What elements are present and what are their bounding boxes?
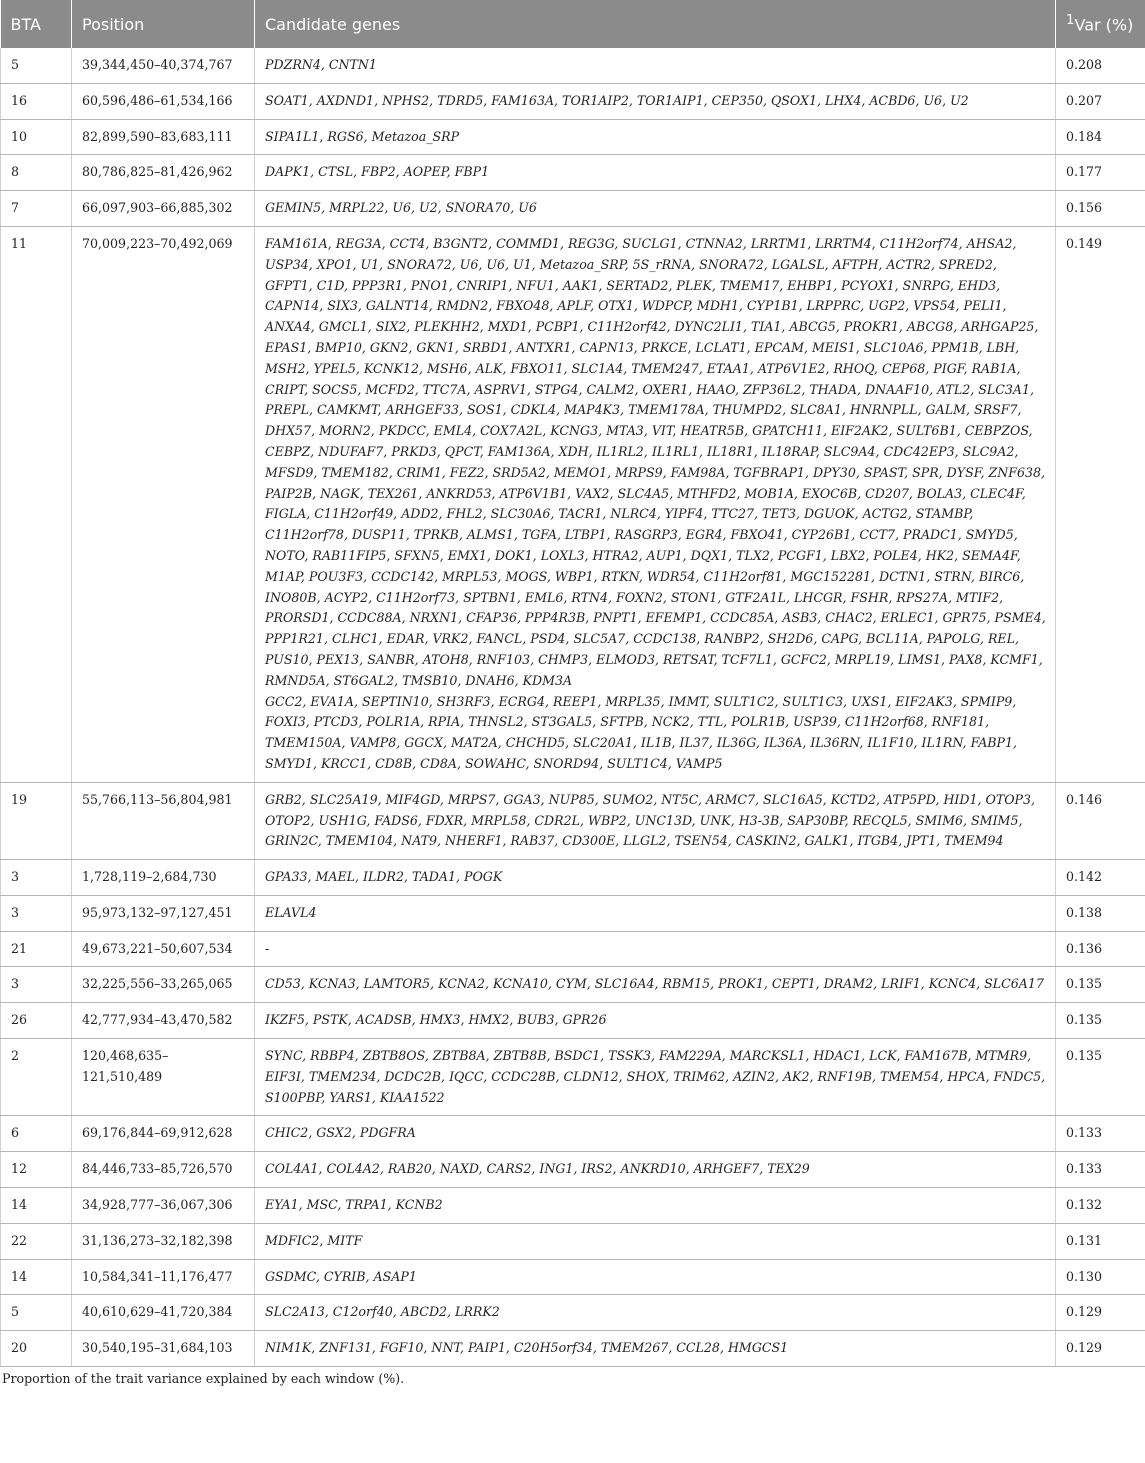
bta-cell bbox=[1, 1188, 72, 1224]
genes-cell bbox=[255, 1003, 1056, 1039]
table-row bbox=[1, 1259, 1145, 1295]
table-row bbox=[1, 83, 1145, 119]
genes-cell bbox=[255, 119, 1056, 155]
var-cell-text: 0.207 bbox=[1066, 92, 1103, 108]
position-cell-text: 95,973,132–97,127,451 bbox=[82, 904, 233, 920]
position-cell-text: 70,009,223–70,492,069 bbox=[82, 235, 233, 251]
table-row bbox=[1, 1116, 1145, 1152]
genes-cell-text: GPA33, MAEL, ILDR2, TADA1, POGK bbox=[265, 869, 503, 885]
var-cell-text: 0.142 bbox=[1066, 869, 1103, 885]
genes-cell-text: EYA1, MSC, TRPA1, KCNB2 bbox=[265, 1197, 443, 1213]
genes-cell-text: - bbox=[265, 940, 270, 956]
table-row bbox=[1, 119, 1145, 155]
bta-cell bbox=[1, 1259, 72, 1295]
var-cell-text: 0.129 bbox=[1066, 1304, 1103, 1320]
genes-cell-text: SIPA1L1, RGS6, Metazoa_SRP bbox=[265, 128, 460, 144]
position-cell bbox=[72, 1152, 255, 1188]
genes-cell bbox=[255, 895, 1056, 931]
position-cell bbox=[72, 1259, 255, 1295]
position-cell-text: 10,584,341–11,176,477 bbox=[82, 1268, 233, 1284]
var-cell bbox=[1056, 155, 1145, 191]
var-cell-text: 0.149 bbox=[1066, 235, 1103, 251]
bta-cell-text: 5 bbox=[11, 57, 20, 72]
position-cell-text: 80,786,825–81,426,962 bbox=[82, 164, 233, 180]
position-cell bbox=[72, 1003, 255, 1039]
table-row bbox=[1, 860, 1145, 896]
var-cell bbox=[1056, 119, 1145, 155]
var-cell bbox=[1056, 1116, 1145, 1152]
table-row bbox=[1, 1223, 1145, 1259]
bta-cell bbox=[1, 1295, 72, 1331]
bta-cell-text: 12 bbox=[11, 1161, 28, 1177]
position-cell bbox=[72, 226, 255, 782]
header-var-label: Var (%) bbox=[1074, 15, 1134, 35]
header-bta: BTA bbox=[1, 0, 72, 48]
genes-cell bbox=[255, 1188, 1056, 1224]
bta-cell bbox=[1, 226, 72, 782]
position-cell-text: 39,344,450–40,374,767 bbox=[82, 57, 233, 72]
var-cell bbox=[1056, 895, 1145, 931]
table-row bbox=[1, 1152, 1145, 1188]
table-row bbox=[1, 1039, 1145, 1116]
bta-cell bbox=[1, 931, 72, 967]
position-cell bbox=[72, 1331, 255, 1367]
var-cell bbox=[1056, 1295, 1145, 1331]
header-var-superscript: 1 bbox=[1066, 13, 1075, 29]
genes-cell-text: CHIC2, GSX2, PDGFRA bbox=[265, 1125, 416, 1141]
var-cell-text: 0.135 bbox=[1066, 976, 1103, 992]
bta-cell-text: 3 bbox=[11, 976, 20, 992]
genes-cell bbox=[255, 1116, 1056, 1152]
position-cell-text: 34,928,777–36,067,306 bbox=[82, 1197, 233, 1213]
bta-cell-text: 3 bbox=[11, 869, 20, 885]
genes-cell-text: GSDMC, CYRIB, ASAP1 bbox=[265, 1268, 417, 1284]
position-cell-text: 42,777,934–43,470,582 bbox=[82, 1012, 233, 1028]
footnote: Proportion of the trait variance explained by each window (%). bbox=[2, 1371, 405, 1387]
var-cell-text: 0.129 bbox=[1066, 1340, 1103, 1356]
position-cell bbox=[72, 1188, 255, 1224]
bta-cell-text: 20 bbox=[11, 1340, 28, 1356]
var-cell bbox=[1056, 1259, 1145, 1295]
bta-cell-text: 2 bbox=[11, 1048, 20, 1064]
position-cell-text: 30,540,195–31,684,103 bbox=[82, 1340, 233, 1356]
position-cell bbox=[72, 1223, 255, 1259]
position-cell bbox=[72, 860, 255, 896]
bta-cell-text: 19 bbox=[11, 791, 28, 807]
table-row bbox=[1, 895, 1145, 931]
position-cell-text: 31,136,273–32,182,398 bbox=[82, 1232, 233, 1248]
genes-cell-text: COL4A1, COL4A2, RAB20, NAXD, CARS2, ING1, IRS2, ANKRD10, ARHGEF7, TEX29 bbox=[265, 1161, 810, 1177]
position-cell-text: 66,097,903–66,885,302 bbox=[82, 200, 233, 216]
var-cell bbox=[1056, 931, 1145, 967]
position-cell-text: 69,176,844–69,912,628 bbox=[82, 1125, 233, 1141]
position-cell-text: 49,673,221–50,607,534 bbox=[82, 940, 233, 956]
genes-cell bbox=[255, 83, 1056, 119]
bta-cell-text: 7 bbox=[11, 200, 20, 216]
var-cell bbox=[1056, 1152, 1145, 1188]
bta-cell bbox=[1, 83, 72, 119]
position-cell bbox=[72, 1116, 255, 1152]
genes-cell-text: SLC2A13, C12orf40, ABCD2, LRRK2 bbox=[265, 1304, 500, 1320]
var-cell bbox=[1056, 1188, 1145, 1224]
position-cell bbox=[72, 895, 255, 931]
var-cell bbox=[1056, 1003, 1145, 1039]
genes-cell bbox=[255, 191, 1056, 227]
bta-cell-text: 16 bbox=[11, 92, 28, 108]
position-cell bbox=[72, 967, 255, 1003]
bta-cell bbox=[1, 191, 72, 227]
genes-cell-continuation: GCC2, EVA1A, SEPTIN10, SH3RF3, ECRG4, REEP1, MRPL35, IMMT, SULT1C2, SULT1C3, UXS1, EIF2AK3, SPMIP9, FOXI3, PTCD3, POLR1A, RPIA, THNSL2, ST3GAL5, SFTPB, NCK2, TTL, POLR1B, USP39, C11H2orf68, RNF181, TMEM150A, VAMP8, GGCX, MAT2A, CHCHD5, SLC20A1, IL1B, IL37, IL36G, IL36A, IL36RN, IL1F10, IL1RN, FABP1, SMYD1, KRCC1, CD8B, CD8A, SOWAHC, SNORD94, SULT1C4, VAMP5 bbox=[265, 693, 1018, 771]
genes-cell bbox=[255, 967, 1056, 1003]
var-cell bbox=[1056, 1223, 1145, 1259]
var-cell-text: 0.156 bbox=[1066, 200, 1103, 216]
bta-cell bbox=[1, 1223, 72, 1259]
genes-cell bbox=[255, 1152, 1056, 1188]
position-cell bbox=[72, 1039, 255, 1116]
genes-cell bbox=[255, 1295, 1056, 1331]
genes-cell-text: MDFIC2, MITF bbox=[265, 1232, 363, 1248]
position-cell-text: 40,610,629–41,720,384 bbox=[82, 1304, 233, 1320]
var-cell bbox=[1056, 860, 1145, 896]
bta-cell-text: 5 bbox=[11, 1304, 20, 1320]
bta-cell bbox=[1, 1039, 72, 1116]
header-var bbox=[1056, 0, 1145, 48]
genes-cell-text: PDZRN4, CNTN1 bbox=[265, 57, 377, 72]
var-cell bbox=[1056, 48, 1145, 83]
header-position: Position bbox=[72, 0, 255, 48]
var-cell-text: 0.133 bbox=[1066, 1125, 1103, 1141]
var-cell-text: 0.146 bbox=[1066, 791, 1103, 807]
genes-cell-text: FAM161A, REG3A, CCT4, B3GNT2, COMMD1, REG3G, SUCLG1, CTNNA2, LRRTM1, LRRTM4, C11H2orf74, AHSA2, USP34, XPO1, U1, SNORA72, U6, U6, U1, Metazoa_SRP, 5S_rRNA, SNORA72, LGALSL, AFTPH, ACTR2, SPRED2, GFPT1, C1D, PPP3R1, PNO1, CNRIP1, NFU1, AAK1, SERTAD2, PLEK, TMEM17, EHBP1, PCYOX1, SNRPG, EHD3, CAPN14, SIX3, GALNT14, RMDN2, FBXO48, APLF, OTX1, WDPCP, MDH1, CYP1B1, LRPPRC, UGP2, VPS54, PELI1, ANXA4, GMCL1, SIX2, PLEKHH2, MXD1, PCBP1, C11H2orf42, DYNC2LI1, TIA1, ABCG5, PROKR1, ABCG8, ARHGAP25, EPAS1, BMP10, GKN2, GKN1, SRBD1, ANTXR1, CAPN13, PRKCE, LCLAT1, EPCAM, MEIS1, SLC10A6, PPM1B, LBH, MSH2, YPEL5, KCNK12, MSH6, ALK, FBXO11, SLC1A4, TMEM247, ETAA1, ATP6V1E2, RHOQ, CEP68, PIGF, RAB1A, CRIPT, SOCS5, MCFD2, TTC7A, ASPRV1, STPG4, CALM2, OXER1, HAAO, ZFP36L2, THADA, DNAAF10, ATL2, SLC3A1, PREPL, CAMKMT, ARHGEF33, SOS1, CDKL4, MAP4K3, TMEM178A, THUMPD2, SLC8A1, HNRNPLL, GALM, SRSF7, DHX57, MORN2, PKDCC, EML4, COX7A2L, KCNG3, MTA3, VIT, HEATR5B, GPATCH11, EIF2AK2, SULT6B1, CEBPZOS, CEBPZ, NDUFAF7, PRKD3, QPCT, FAM136A, XDH, IL1RL2, IL1RL1, IL18R1, IL18RAP, SLC9A4, CDC42EP3, SLC9A2, MFSD9, TMEM182, CRIM1, FEZ2, SRD5A2, MEMO1, MRPS9, FAM98A, TGFBRAP1, DPY30, SPAST, SPR, DYSF, ZNF638, PAIP2B, NAGK, TEX261, ANKRD53, ATP6V1B1, VAX2, SLC4A5, MTHFD2, MOB1A, EXOC6B, CD207, BOLA3, CLEC4F, FIGLA, C11H2orf49, ADD2, FHL2, SLC30A6, TACR1, NLRC4, YIPF4, TTC27, TET3, DGUOK, ACTG2, STAMBP, C11H2orf78, DUSP11, TPRKB, ALMS1, TGFA, LTBP1, RASGRP3, EGR4, FBXO41, CYP26B1, CCT7, PRADC1, SMYD5, NOTO, RAB11FIP5, SFXN5, EMX1, DOK1, LOXL3, HTRA2, AUP1, DQX1, TLX2, PCGF1, LBX2, POLE4, HK2, SEMA4F, M1AP, POU3F3, CCDC142, MRPL53, MOGS, WBP1, RTKN, WDR54, C11H2orf81, MGC152281, DCTN1, STRN, BIRC6, INO80B, ACYP2, C11H2orf73, SPTBN1, EML6, RTN4, FOXN2, STON1, GTF2A1L, LHCGR, FSHR, RPS27A, MTIF2, PRORSD1, CCDC88A, NRXN1, CFAP36, PPP4R3B, PNPT1, EFEMP1, CCDC85A, ASB3, CHAC2, ERLEC1, GPR75, PSME4, PPP1R21, CLHC1, EDAR, VRK2, FANCL, PSD4, SLC5A7, CCDC138, RANBP2, SH2D6, CAPG, BCL11A, PAPOLG, REL, PUS10, PEX13, SANBR, ATOH8, RNF103, CHMP3, ELMOD3, RETSAT, TCF7L1, GCFC2, MRPL19, LIMS1, PAX8, KCMF1, RMND5A, ST6GAL2, TMSB10, DNAH6, KDM3A bbox=[265, 235, 1046, 688]
genes-cell bbox=[255, 226, 1056, 782]
var-cell-text: 0.130 bbox=[1066, 1268, 1103, 1284]
position-cell-text: 1,728,119–2,684,730 bbox=[82, 869, 217, 885]
bta-cell-text: 8 bbox=[11, 164, 20, 180]
table-row bbox=[1, 48, 1145, 83]
position-cell-text: 120,468,635–121,510,489 bbox=[82, 1048, 169, 1084]
bta-cell bbox=[1, 1003, 72, 1039]
position-cell bbox=[72, 782, 255, 859]
genes-cell bbox=[255, 1039, 1056, 1116]
position-cell-text: 55,766,113–56,804,981 bbox=[82, 791, 233, 807]
bta-cell-text: 22 bbox=[11, 1232, 28, 1248]
var-cell bbox=[1056, 83, 1145, 119]
var-cell-text: 0.135 bbox=[1066, 1012, 1103, 1028]
bta-cell-text: 26 bbox=[11, 1012, 28, 1028]
table-row bbox=[1, 1003, 1145, 1039]
var-cell bbox=[1056, 1039, 1145, 1116]
bta-cell-text: 14 bbox=[11, 1268, 28, 1284]
table-row bbox=[1, 191, 1145, 227]
header-row bbox=[1, 0, 1145, 48]
position-cell bbox=[72, 931, 255, 967]
bta-cell-text: 14 bbox=[11, 1197, 28, 1213]
bta-cell-text: 21 bbox=[11, 940, 28, 956]
bta-cell-text: 6 bbox=[11, 1125, 20, 1141]
bta-cell bbox=[1, 782, 72, 859]
bta-cell-text: 3 bbox=[11, 904, 20, 920]
position-cell-text: 82,899,590–83,683,111 bbox=[82, 128, 233, 144]
table-row bbox=[1, 967, 1145, 1003]
bta-cell bbox=[1, 48, 72, 83]
bta-cell bbox=[1, 967, 72, 1003]
position-cell bbox=[72, 1295, 255, 1331]
var-cell-text: 0.138 bbox=[1066, 904, 1103, 920]
genes-cell bbox=[255, 155, 1056, 191]
bta-cell bbox=[1, 1116, 72, 1152]
table-row bbox=[1, 931, 1145, 967]
bta-cell-text: 10 bbox=[11, 128, 28, 144]
table-row bbox=[1, 1188, 1145, 1224]
bta-cell-text: 11 bbox=[11, 235, 28, 251]
bta-cell bbox=[1, 1331, 72, 1367]
table-row bbox=[1, 1331, 1145, 1367]
bta-cell bbox=[1, 895, 72, 931]
var-cell-text: 0.133 bbox=[1066, 1161, 1103, 1177]
genes-cell-text: SOAT1, AXDND1, NPHS2, TDRD5, FAM163A, TOR1AIP2, TOR1AIP1, CEP350, QSOX1, LHX4, ACBD6, U6, U2 bbox=[265, 92, 969, 108]
genes-cell bbox=[255, 48, 1056, 83]
genes-cell-text: NIM1K, ZNF131, FGF10, NNT, PAIP1, C20H5orf34, TMEM267, CCL28, HMGCS1 bbox=[265, 1340, 789, 1356]
position-cell bbox=[72, 155, 255, 191]
table-row bbox=[1, 226, 1145, 782]
bta-cell bbox=[1, 860, 72, 896]
var-cell-text: 0.132 bbox=[1066, 1197, 1103, 1213]
position-cell-text: 84,446,733–85,726,570 bbox=[82, 1161, 233, 1177]
genes-cell bbox=[255, 931, 1056, 967]
var-cell bbox=[1056, 1331, 1145, 1367]
genes-cell-text: GEMIN5, MRPL22, U6, U2, SNORA70, U6 bbox=[265, 200, 537, 216]
var-cell-text: 0.208 bbox=[1066, 57, 1103, 72]
position-cell bbox=[72, 119, 255, 155]
position-cell bbox=[72, 83, 255, 119]
genes-cell-text: ELAVL4 bbox=[265, 904, 317, 920]
position-cell bbox=[72, 191, 255, 227]
genes-cell-text: IKZF5, PSTK, ACADSB, HMX3, HMX2, BUB3, GPR26 bbox=[265, 1012, 607, 1028]
position-cell-text: 32,225,556–33,265,065 bbox=[82, 976, 233, 992]
table-row bbox=[1, 1295, 1145, 1331]
position-cell-text: 60,596,486–61,534,166 bbox=[82, 92, 233, 108]
genes-cell-text: GRB2, SLC25A19, MIF4GD, MRPS7, GGA3, NUP85, SUMO2, NT5C, ARMC7, SLC16A5, KCTD2, ATP5PD, HID1, OTOP3, OTOP2, USH1G, FADS6, FDXR, MRPL58, CDR2L, WBP2, UNC13D, UNK, H3-3B, SAP30BP, RECQL5, SMIM6, SMIM5, GRIN2C, TMEM104, NAT9, NHERF1, RAB37, CD300E, LLGL2, TSEN54, CASKIN2, GALK1, ITGB4, JPT1, TMEM94 bbox=[265, 791, 1036, 849]
genes-cell-text: DAPK1, CTSL, FBP2, AOPEP, FBP1 bbox=[265, 164, 490, 180]
var-cell-text: 0.177 bbox=[1066, 164, 1103, 180]
genes-cell bbox=[255, 1259, 1056, 1295]
bta-cell bbox=[1, 1152, 72, 1188]
var-cell-text: 0.135 bbox=[1066, 1048, 1103, 1064]
bta-cell bbox=[1, 155, 72, 191]
var-cell bbox=[1056, 782, 1145, 859]
var-cell-text: 0.136 bbox=[1066, 940, 1103, 956]
genes-cell bbox=[255, 1331, 1056, 1367]
genes-cell-text: SYNC, RBBP4, ZBTB8OS, ZBTB8A, ZBTB8B, BSDC1, TSSK3, FAM229A, MARCKSL1, HDAC1, LCK, FAM167B, MTMR9, EIF3I, TMEM234, DCDC2B, IQCC, CCDC28B, CLDN12, SHOX, TRIM62, AZIN2, AK2, RNF19B, TMEM54, HPCA, FNDC5, S100PBP, YARS1, KIAA1522 bbox=[265, 1048, 1046, 1105]
genes-cell bbox=[255, 1223, 1056, 1259]
position-cell bbox=[72, 48, 255, 83]
var-cell-text: 0.131 bbox=[1066, 1232, 1103, 1248]
var-cell-text: 0.184 bbox=[1066, 128, 1103, 144]
header-genes: Candidate genes bbox=[255, 0, 1056, 48]
bta-cell bbox=[1, 119, 72, 155]
var-cell bbox=[1056, 226, 1145, 782]
genes-cell bbox=[255, 782, 1056, 859]
var-cell bbox=[1056, 967, 1145, 1003]
table-row bbox=[1, 782, 1145, 859]
table-row bbox=[1, 155, 1145, 191]
genes-cell-text: CD53, KCNA3, LAMTOR5, KCNA2, KCNA10, CYM, SLC16A4, RBM15, PROK1, CEPT1, DRAM2, LRIF1, KCNC4, SLC6A17 bbox=[265, 976, 1044, 992]
genes-cell bbox=[255, 860, 1056, 896]
var-cell bbox=[1056, 191, 1145, 227]
